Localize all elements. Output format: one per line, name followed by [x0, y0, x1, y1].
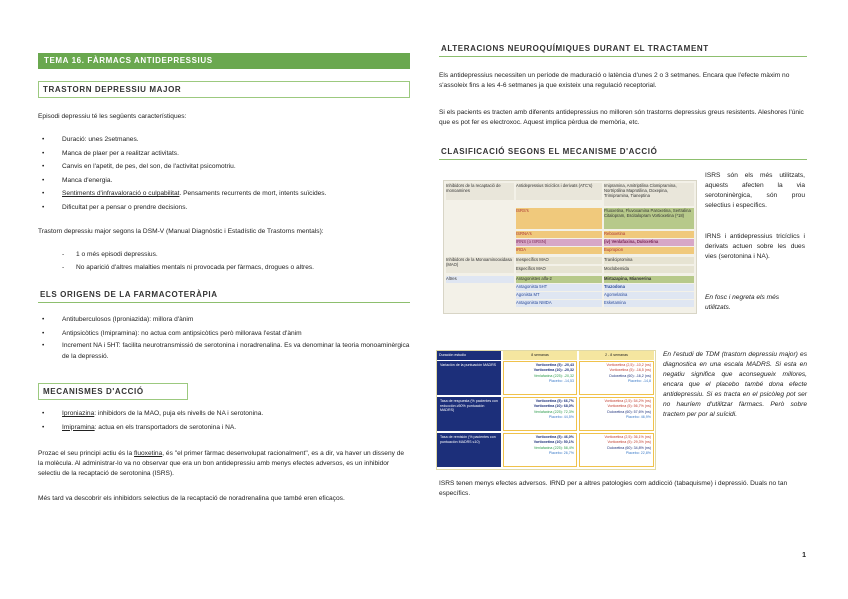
figure-row-label-text: Tasa de respuesta (% pacientes con reducción ≥50% puntuación MADRS)	[440, 399, 498, 412]
figure-header-cell	[503, 351, 577, 360]
list-item: • Dificultat per a pensar o prendre decisions.	[38, 201, 410, 215]
table-cell	[604, 284, 694, 291]
bold-note: En fosc i negreta els més utilitzats.	[705, 294, 780, 311]
figure-value: Placebo: 44,5%	[548, 415, 574, 420]
list-item	[38, 407, 410, 421]
figure-data-block	[579, 361, 654, 395]
drug-name: Iproniazina	[62, 410, 95, 417]
isrs-note: ISRS són els més utilitzats, aquests afecten la via serotoninèrgica, són prou selectius i específics.	[705, 172, 805, 209]
figure-value: Venlafaxina (225): 72,3%	[533, 409, 574, 414]
list-item	[38, 187, 410, 201]
table-header-cell	[604, 183, 694, 206]
table-header-text: Antidepressius tricíclics i derivats (ATC's)	[516, 183, 593, 188]
table-cell	[446, 276, 514, 283]
page-number: 1	[802, 552, 806, 559]
table-cell-text: Antagonista NMDA	[516, 300, 552, 305]
prozac-paragraph	[38, 449, 410, 479]
list-item-text: : actua en els transportadors de serotonina i NA.	[94, 423, 237, 431]
table-cell	[604, 247, 694, 254]
table-cell-text: Inhibidors de la Monoaminooxidasa (MAO)	[446, 257, 512, 267]
dsm-list	[58, 248, 408, 274]
paragraph-text: , és "el primer fàrmac desenvolupat racionalment", es a dir, va haver un disseny de la molècula. Al administrar-lo va no observar que era un bon antidepressiu amb menys efectes adversos, es un inhibidor selectiu de la recaptació de serotonina (ISRS).	[38, 450, 405, 477]
figure-value: Vortioxetina (5): 46,0%	[535, 435, 574, 439]
mechanisms-list	[38, 407, 410, 434]
figure-value: Placebo: -14,53	[548, 379, 574, 384]
figure-value: Duloxetina (60): 34,8% (ns)	[607, 445, 651, 450]
table-cell	[604, 300, 694, 307]
figure-header-text: 8 semanas	[531, 353, 549, 357]
list-item: • Manca de plaer per a realitzar activitats.	[38, 147, 410, 161]
list-item: • Antituberculosos (Iproniazida): millora d'ànim	[38, 313, 410, 327]
figure-row-label-text: Variación de la puntuación MADRS	[440, 363, 497, 367]
table-cell-text: Esketamina	[604, 300, 626, 305]
table-header-text: Inhibidors de la recaptació de monoamines	[446, 183, 501, 193]
table-cell-text: Agonista MT	[516, 292, 540, 297]
figure-value: Vortioxetina (5): 56,7% (ns)	[607, 404, 651, 409]
list-item: - No aparició d'altres malalties mentals ni provocada per fàrmacs, drogues o altres.	[58, 261, 408, 274]
figure-value: Vortioxetina (2,5): 54,2% (ns)	[604, 399, 651, 403]
figure-value: Vortioxetina (5): 29,3% (ns)	[607, 440, 651, 445]
table-cell-text: Agomelatina	[604, 292, 628, 297]
table-cell	[604, 276, 694, 283]
figure-value: Venlafaxina (225): 58,4%	[533, 445, 574, 450]
table-cell	[604, 231, 694, 238]
figure-row-label-text: Tasa de remisión (% pacientes con puntuación MADRS ≤10)	[440, 435, 496, 444]
table-cell-text: Mirtazapina, Mianserina	[604, 276, 652, 281]
table-cell-text: Fluoxetina, Fluvoxamina Paroxetina, Sertralina Citalopram, Escitalopram Vortioxetina (*18)	[604, 208, 691, 218]
table-cell-text: ISRNA's	[516, 231, 532, 236]
table-cell	[516, 247, 602, 254]
section-title-classificacio: CLASIFICACIÓ SEGONS EL MECANISME D'ACCIÓ	[439, 147, 807, 160]
paragraph-text: Prozac el seu principi actiu és la	[38, 450, 135, 457]
list-item	[38, 421, 410, 435]
drug-name: Imipramina	[62, 423, 95, 431]
table-cell-text: Altres	[446, 276, 457, 281]
table-cell-text: IRNS (o ISRSN)	[516, 239, 547, 244]
table-cell	[604, 257, 694, 264]
adverse-effects-paragraph: ISRS tenen menys efectes adversos. IRND per a altres patologies com addicció (tabaquisme) i depressió. Duals no tan específics.	[439, 480, 788, 497]
list-item: • Manca d'energia.	[38, 174, 410, 188]
section-title-alteracions: ALTERACIONS NEUROQUÍMIQUES DURANT EL TRACTAMENT	[439, 44, 807, 57]
table-cell-text: (iv) Venlafaxina, Duloxetina	[604, 239, 659, 244]
snri-paragraph: Més tard va descobrir els inhibidors selectius de la recaptació de noradrenalina que també eren eficaços.	[38, 495, 345, 502]
irns-note: IRNS i antidepressius tricíclics i derivats actuen sobre les dues vies (serotonina i NA).	[705, 233, 805, 260]
table-cell	[604, 292, 694, 299]
table-cell-text: Antagonistes alfa-2	[516, 276, 552, 281]
table-cell	[516, 300, 602, 307]
resistance-paragraph: Si els pacients es tracten amb diferents antidepressius no milloren són trastorns depressius greus resistents. Aleshores l'únic que es pot fer es electroxoc. Aquest implica pèrdua de memòria, etc.	[439, 109, 804, 126]
table-cell-text: Inespecífics MAO	[516, 257, 549, 262]
list-item: - 1 o més episodi depressius.	[58, 248, 408, 261]
table-cell	[446, 257, 514, 273]
list-item: • Canvis en l'apetit, de pes, del son, de l'activitat psicomotriu.	[38, 160, 410, 174]
chapter-title: TEMA 16. FÀRMACS ANTIDEPRESSIUS	[38, 53, 410, 69]
figure-header-text: 2 - 8 semanas	[605, 353, 628, 357]
table-cell-text: Antagonista 5HT	[516, 284, 548, 289]
figure-data-block	[579, 397, 654, 431]
table-cell	[516, 231, 602, 238]
table-cell	[604, 266, 694, 273]
figure-value: Duloxetina (60): 57,6% (ns)	[607, 409, 651, 414]
origins-list	[38, 313, 410, 362]
figure-value: Vortioxetina (2,5): -10,2 (ns)	[606, 363, 651, 367]
madrs-study-figure	[436, 350, 656, 470]
figure-header-cell	[579, 351, 654, 360]
symptom-list	[38, 133, 410, 214]
table-cell-text: ISRS's	[516, 208, 529, 213]
table-cell	[516, 208, 602, 229]
figure-value: Duloxetina (60): -16,2 (ns)	[609, 373, 651, 378]
table-cell	[516, 276, 602, 283]
figure-value: Vortioxetina (10): 68,0%	[533, 404, 574, 409]
table-cell-text: Moclobemida	[604, 266, 629, 271]
figure-value: Placebo: 26,7%	[548, 451, 574, 456]
tdm-paragraph: En l'estudi de TDM (trastorn depressiu major) es diagnostica en una escala MADRS. Si esta en negatiu significa que aconsegueix millores, encara que el placebo també dona efecte antidepressiu. Si es tracta en el psicòleg pot ser no hauríem d'utilitzar fàrmacs. Però sobre tractem per por al suïcidi.	[663, 351, 807, 418]
section-title-mecanismes: MECANISMES D'ACCIÓ	[38, 383, 188, 400]
figure-value: Placebo: 46,9%	[625, 415, 651, 420]
figure-data-block	[503, 361, 577, 395]
table-header-cell	[516, 183, 602, 200]
table-header-text: Imipramina, Amitriptilina Clomipramina, Nortriptilina Maprotilina, Doxepina, Trimipramina, Tianeptina	[604, 183, 677, 198]
intro-text: Episodi depressiu té les següents característiques:	[38, 113, 187, 120]
figure-row-label	[437, 397, 501, 431]
figure-row-label	[437, 361, 501, 395]
table-cell-text: IRDA	[516, 247, 527, 252]
figure-row-label	[437, 433, 501, 467]
list-item: • Increment NA i 5HT: facilita neurotransmissió de serotonina i noradrenalina. Es va denominar la teoria monoaminèrgica de la depressió.	[38, 340, 410, 362]
figure-value: Vortioxetina (10): -20,32	[533, 368, 574, 373]
table-cell	[516, 292, 602, 299]
underlined-term: fluoxetina	[134, 450, 163, 457]
figure-value: Placebo: 22,8%	[625, 451, 651, 456]
table-cell	[604, 239, 694, 246]
table-cell	[516, 284, 602, 291]
table-cell-text: Reboxetina	[604, 231, 626, 236]
table-cell	[604, 208, 694, 229]
table-cell	[516, 257, 602, 264]
list-item: • Duració: unes 2setmanes.	[38, 133, 410, 147]
section-title-origens: ELS ORIGENS DE LA FARMACOTERÀPIA	[38, 290, 410, 303]
figure-value: Vortioxetina (5): 66,7%	[535, 399, 574, 403]
figure-value: Placebo: -14,8	[627, 379, 651, 384]
figure-value: Vortioxetina (2,5): 36,1% (ns)	[604, 435, 651, 439]
list-item-text: . Pensaments recurrents de mort, intents suïcides.	[179, 190, 327, 197]
classification-table	[443, 180, 697, 314]
list-item-text: : inhibidors de la MAO, puja els nivells de NA i serotonina.	[94, 410, 264, 417]
figure-value: Vortioxetina (5): -16,5 (ns)	[609, 368, 651, 373]
figure-header-text: Duración estudio	[439, 353, 466, 357]
figure-value: Venlafaxina (225): -20,32	[533, 373, 574, 378]
section-title-trastorn: TRASTORN DEPRESSIU MAJOR	[38, 81, 410, 98]
table-cell	[516, 266, 602, 273]
figure-data-block	[503, 433, 577, 467]
table-cell-text: Bupropion	[604, 247, 624, 252]
list-item: • Antipsicòtics (Imipramina): no actua com antipsicòtics però millorava l'estat d'ànim	[38, 327, 410, 341]
table-cell	[516, 239, 602, 246]
figure-header-cell	[437, 351, 501, 360]
figure-data-block	[503, 397, 577, 431]
figure-data-block	[579, 433, 654, 467]
latency-paragraph: Els antidepressius necessiten un període de maduració o latència d'unes 2 o 3 setmanes. Encara que l'efecte màxim no s'assoleix fins a les 4-6 setmanes ja que existeix una regulació receptorial.	[439, 72, 790, 89]
figure-value: Vortioxetina (10): 50,1%	[533, 440, 574, 445]
table-cell-text: Trazodona	[604, 284, 625, 289]
table-cell-text: Específics MAO	[516, 266, 546, 271]
underlined-term: Sentiments d'infravaloració o culpabilitat	[62, 190, 180, 197]
table-cell-text: Tranilcipromina	[604, 257, 633, 262]
table-header-cell	[446, 183, 514, 200]
dsm-text: Trastorn depressiu major segons la DSM-V (Manual Diagnòstic i Estadístic de Trastorns mentals):	[38, 228, 324, 235]
figure-value: Vortioxetina (5): -20,43	[535, 363, 574, 367]
